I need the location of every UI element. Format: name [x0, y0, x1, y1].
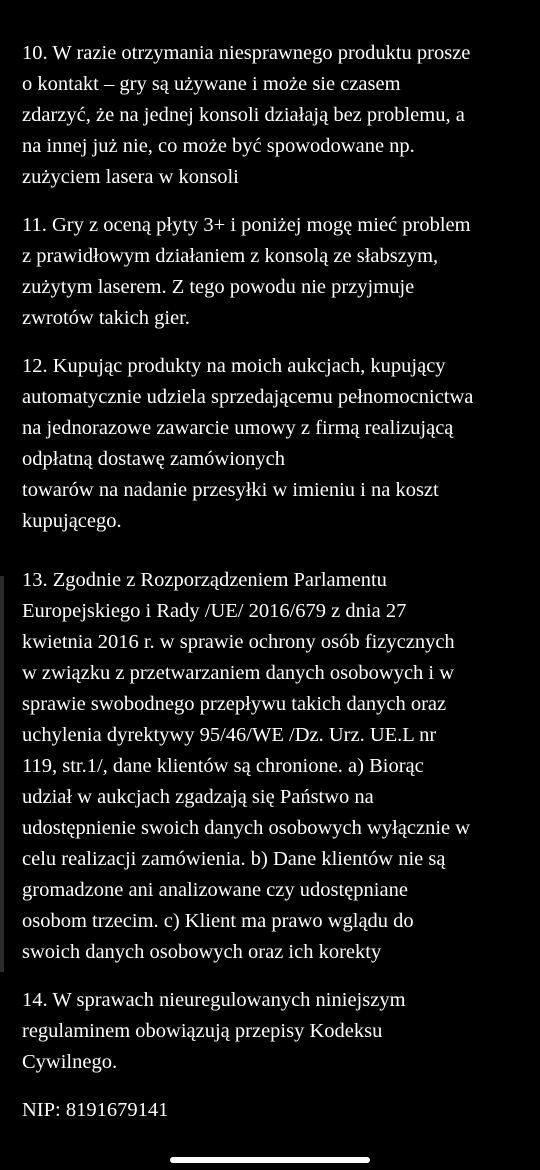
- text-line: regulaminem obowiązują przepisy Kodeksu: [22, 1020, 383, 1042]
- text-line: 12. Kupując produkty na moich aukcjach, kupujący: [22, 355, 446, 377]
- text-line: udział w aukcjach zgadzają się Państwo na: [22, 786, 374, 808]
- text-line: automatycznie udziela sprzedającemu pełnomocnictwa: [22, 386, 474, 408]
- text-line: kwietnia 2016 r. w sprawie ochrony osób fizycznych: [22, 631, 455, 653]
- text-line: towarów na nadanie przesyłki w imieniu i na koszt: [22, 479, 439, 501]
- text-line: osobom trzecim. c) Klient ma prawo wglądu do: [22, 910, 414, 932]
- nip-text: NIP: 8191679141: [22, 1099, 169, 1121]
- terms-content: [22, 38, 528, 1143]
- term-14: [22, 985, 528, 1078]
- text-line: kupującego.: [22, 510, 122, 532]
- text-line: na jednorazowe zawarcie umowy z firmą realizującą: [22, 417, 454, 439]
- text-line: 14. W sprawach nieuregulowanych niniejszym: [22, 989, 406, 1011]
- text-line: zwrotów takich gier.: [22, 307, 190, 329]
- text-line: na innej już nie, co może być spowodowane np.: [22, 135, 415, 157]
- text-line: swoich danych osobowych oraz ich korekty: [22, 941, 382, 963]
- text-line: sprawie swobodnego przepływu takich danych oraz: [22, 693, 447, 715]
- text-line: zdarzyć, że na jednej konsoli działają bez problemu, a: [22, 104, 465, 126]
- text-line: uchylenia dyrektywy 95/46/WE /Dz. Urz. UE.L nr: [22, 724, 437, 746]
- text-line: 13. Zgodnie z Rozporządzeniem Parlamentu: [22, 569, 387, 591]
- text-line: odpłatną dostawę zamówionych: [22, 448, 286, 470]
- text-line: 10. W razie otrzymania niesprawnego produktu prosze: [22, 42, 471, 64]
- text-line: gromadzone ani analizowane czy udostępniane: [22, 879, 408, 901]
- term-12: [22, 351, 528, 537]
- text-line: Europejskiego i Rady /UE/ 2016/679 z dnia 27: [22, 600, 407, 622]
- term-13: [22, 565, 528, 968]
- selection-edge-bar: [0, 576, 4, 972]
- term-10: [22, 38, 528, 193]
- text-line: udostępnienie swoich danych osobowych wyłącznie w: [22, 817, 471, 839]
- text-line: z prawidłowym działaniem z konsolą ze słabszym,: [22, 245, 439, 267]
- text-line: celu realizacji zamówienia. b) Dane klientów nie są: [22, 848, 446, 870]
- text-line: 11. Gry z oceną płyty 3+ i poniżej mogę mieć problem: [22, 214, 471, 236]
- home-indicator[interactable]: [170, 1157, 370, 1163]
- text-line: Cywilnego.: [22, 1051, 118, 1073]
- term-11: [22, 210, 528, 334]
- text-line: 119, str.1/, dane klientów są chronione. a) Biorąc: [22, 755, 424, 777]
- text-line: w związku z przetwarzaniem danych osobowych i w: [22, 662, 455, 684]
- text-line: o kontakt – gry są używane i może sie czasem: [22, 73, 401, 95]
- nip-number: [22, 1095, 528, 1126]
- text-line: zużyciem lasera w konsoli: [22, 166, 239, 188]
- text-line: zużytym laserem. Z tego powodu nie przyjmuje: [22, 276, 415, 298]
